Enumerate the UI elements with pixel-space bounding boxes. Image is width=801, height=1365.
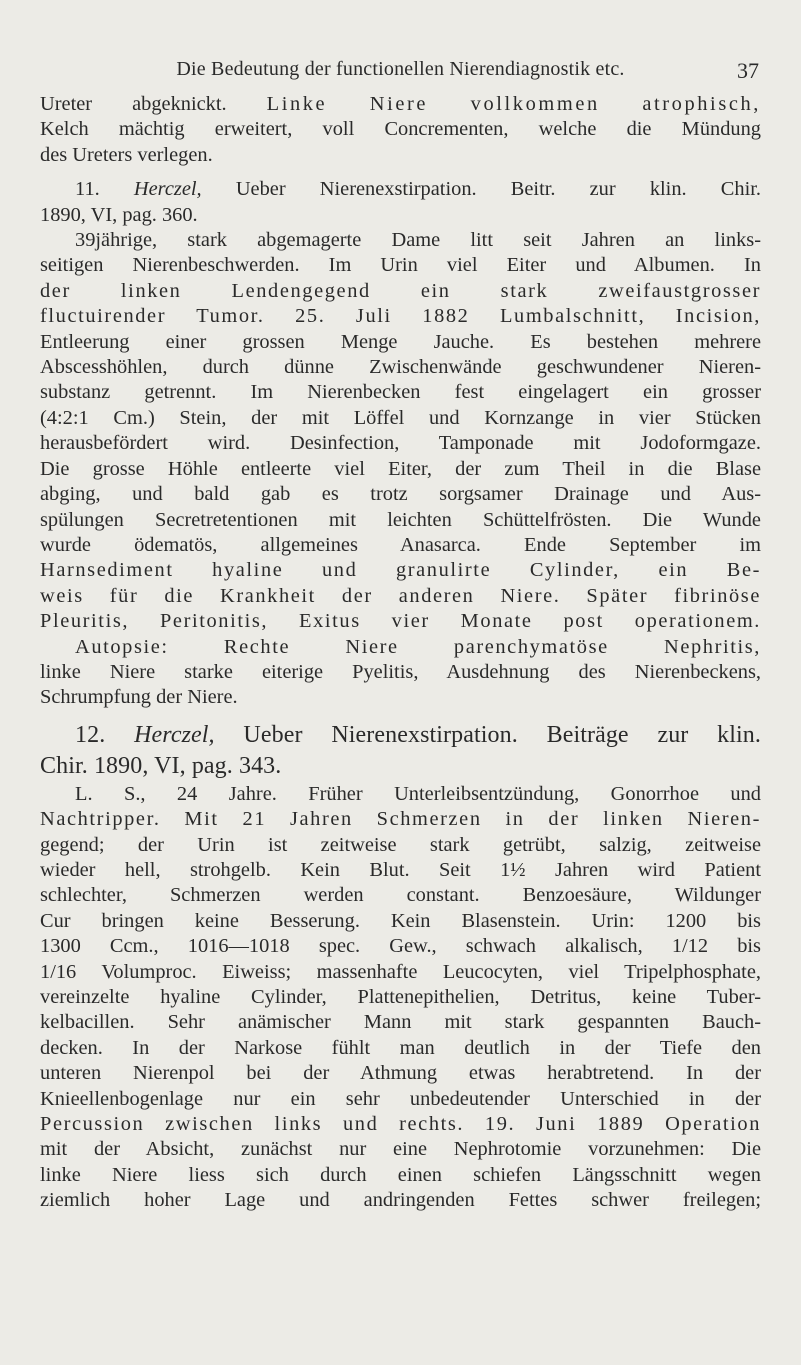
- text-line: 1/16 Volumproc. Eiweiss; massenhafte Leucocyten, viel Tripelphosphate,: [40, 960, 761, 983]
- text-line: (4:2:1 Cm.) Stein, der mit Löffel und Kornzange in vier Stücken: [40, 406, 761, 429]
- text-line: Entleerung einer grossen Menge Jauche. Es bestehen mehrere: [40, 330, 761, 353]
- text-line: mit der Absicht, zunächst nur eine Nephrotomie vorzunehmen: Die: [40, 1138, 761, 1161]
- case-entry-11: [40, 177, 761, 711]
- text-line: Abscesshöhlen, durch dünne Zwischenwände geschwundener Nieren-: [40, 356, 761, 379]
- text-line: 39jährige, stark abgemagerte Dame litt seit Jahren an links-: [75, 229, 761, 252]
- text-line: vereinzelte hyaline Cylinder, Plattenepithelien, Detritus, keine Tuber-: [40, 986, 761, 1008]
- spaced-text-line: fluctuirender Tumor. 25. Juli 1882 Lumbalschnitt, Incision,: [40, 305, 761, 328]
- text-line: 1300 Ccm., 1016—1018 spec. Gew., schwach alkalisch, 1/12 bis: [40, 935, 761, 958]
- page-number: 37: [737, 58, 759, 83]
- author-name: Herczel,: [133, 178, 202, 201]
- citation-line: 1890, VI, pag. 360.: [40, 203, 198, 226]
- citation-title: Ueber Nierenexstirpation. Beiträge zur klin.: [243, 721, 761, 748]
- text-line: wieder hell, strohgelb. Kein Blut. Seit 1½ Jahren wird Patient: [40, 858, 761, 881]
- author-name: Herczel,: [134, 721, 215, 748]
- text-span: Ureter abgeknickt.: [40, 93, 267, 115]
- text-line: Schrumpfung der Niere.: [40, 686, 238, 709]
- text-line: seitigen Nierenbeschwerden. Im Urin viel Eiter und Albumen. In: [40, 254, 761, 277]
- text-line: unteren Nierenpol bei der Athmung etwas herabtretend. In der: [40, 1062, 761, 1085]
- text-line: Cur bringen keine Besserung. Kein Blasenstein. Urin: 1200 bis: [40, 909, 761, 932]
- text-line: schlechter, Schmerzen werden constant. Benzoesäure, Wildunger: [40, 884, 761, 907]
- citation-line: [40, 177, 761, 202]
- entry-number: 12.: [75, 721, 106, 748]
- case-entry-12: [40, 720, 761, 1214]
- text-line: gegend; der Urin ist zeitweise stark getrübt, salzig, zeitweise: [40, 833, 761, 856]
- text-line: spülungen Secretretentionen mit leichten Schüttelfrösten. Die Wunde: [40, 508, 761, 531]
- text-line: wurde ödematös, allgemeines Anasarca. Ende September im: [40, 533, 761, 556]
- text-line: Die grosse Höhle entleerte viel Eiter, der zum Theil in die Blase: [40, 457, 761, 480]
- text-line: L. S., 24 Jahre. Früher Unterleibsentzündung, Gonorrhoe und: [75, 782, 761, 805]
- text-line: herausbefördert wird. Desinfection, Tamponade mit Jodoformgaze.: [40, 432, 761, 455]
- spaced-text-line: Nachtripper. Mit 21 Jahren Schmerzen in der linken Nieren-: [40, 808, 761, 831]
- running-title: Die Bedeutung der functionellen Nierendiagnostik etc.: [176, 58, 625, 80]
- text-line: des Ureters verlegen.: [40, 143, 213, 166]
- text-line: decken. In der Narkose fühlt man deutlich in der Tiefe den: [40, 1036, 761, 1059]
- text-line: substanz getrennt. Im Nierenbecken fest eingelagert ein grosser: [40, 381, 761, 404]
- text-line: kelbacillen. Sehr anämischer Mann mit stark gespannten Bauch-: [40, 1011, 761, 1034]
- text-line: abging, und bald gab es trotz sorgsamer Drainage und Aus-: [40, 483, 761, 506]
- text-line: linke Niere liess sich durch einen schiefen Längsschnitt wegen: [40, 1163, 761, 1186]
- citation-line: Chir. 1890, VI, pag. 343.: [40, 752, 282, 779]
- text-line: Knieellenbogenlage nur ein sehr unbedeutender Unterschied in der: [40, 1087, 761, 1110]
- text-line: [40, 92, 761, 117]
- spaced-text-line: Percussion zwischen links und rechts. 19. Juni 1889 Operation: [40, 1113, 761, 1136]
- spaced-text-line: Pleuritis, Peritonitis, Exitus vier Monate post operationem.: [40, 610, 761, 633]
- text-line: Kelch mächtig erweitert, voll Concrementen, welche die Mündung: [40, 118, 761, 141]
- citation-line: [40, 720, 761, 751]
- text-line: linke Niere starke eiterige Pyelitis, Ausdehnung des Nierenbeckens,: [40, 660, 761, 683]
- spaced-text-line: weis für die Krankheit der anderen Niere. Später fibrinöse: [40, 584, 761, 607]
- continuation-paragraph: [40, 92, 761, 168]
- text-line: ziemlich hoher Lage und andringenden Fettes schwer freilegen;: [40, 1189, 761, 1212]
- citation-title: Ueber Nierenexstirpation. Beitr. zur klin. Chir.: [235, 178, 761, 201]
- autopsy-line: Autopsie: Rechte Niere parenchymatöse Nephritis,: [75, 635, 761, 658]
- running-header: [40, 58, 761, 88]
- spaced-text-line: Harnsediment hyaline und granulirte Cylinder, ein Be-: [40, 559, 761, 582]
- spaced-text: Linke Niere vollkommen atrophisch,: [266, 93, 761, 115]
- entry-number: 11.: [75, 178, 100, 201]
- page-body: [40, 92, 761, 1214]
- spaced-text-line: der linken Lendengegend ein stark zweifaustgrosser: [40, 279, 761, 302]
